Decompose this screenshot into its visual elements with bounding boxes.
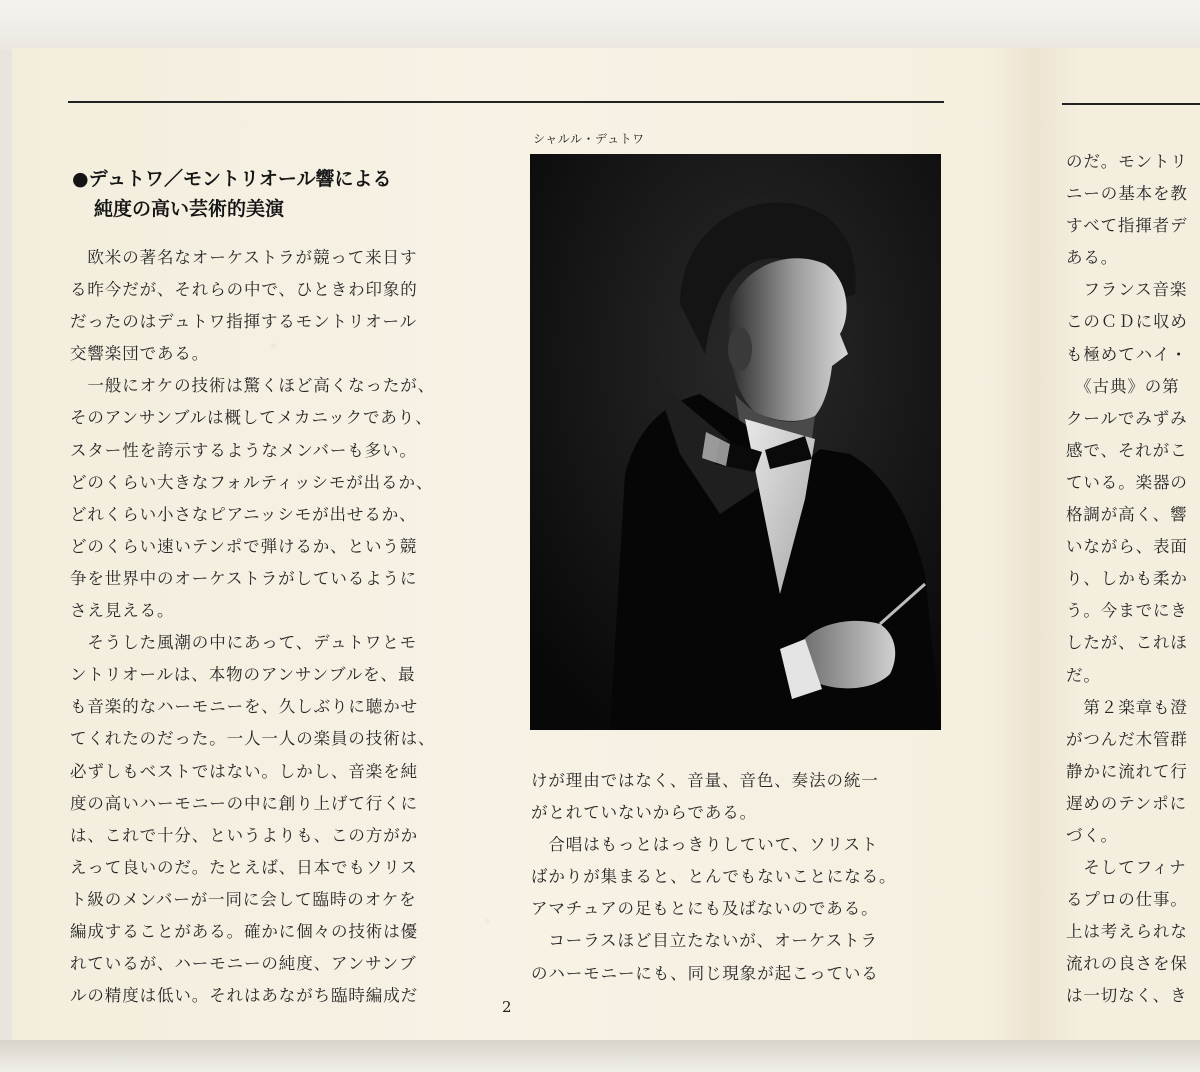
left-text-column bbox=[70, 242, 435, 1012]
text-line: り、しかも柔か bbox=[1066, 569, 1188, 589]
text-line: したが、これほ bbox=[1066, 633, 1188, 653]
text-line: いながら、表面 bbox=[1066, 537, 1188, 557]
text-line: 欧米の著名なオーケストラが競って来日す bbox=[70, 248, 418, 267]
text-line: どのくらい速いテンポで弾けるか、という競 bbox=[70, 536, 418, 556]
text-line: も音楽的なハーモニーを、久しぶりに聴かせ bbox=[70, 697, 418, 717]
text-line: だったのはデュトワ指揮するモントリオール bbox=[70, 312, 418, 332]
page-number: 2 bbox=[502, 998, 512, 1016]
text-line: ている。楽器の bbox=[1066, 472, 1188, 492]
text-line: 遅めのテンポに bbox=[1066, 793, 1187, 813]
text-line: 格調が高く、響 bbox=[1066, 505, 1188, 525]
text-line: 《古典》の第 bbox=[1066, 376, 1180, 396]
text-line: は一切なく、き bbox=[1066, 986, 1188, 1006]
right-text-column bbox=[1066, 146, 1188, 1013]
text-line: 編成することがある。確かに個々の技術は優 bbox=[70, 921, 418, 941]
text-line: がつんだ木管群 bbox=[1066, 729, 1188, 749]
text-line: も極めてハイ・ bbox=[1066, 344, 1188, 364]
text-line: コーラスほど目立たないが、オーケストラ bbox=[531, 931, 878, 951]
text-line: スター性を誇示するようなメンバーも多い。 bbox=[70, 440, 417, 460]
text-line: 上は考えられな bbox=[1066, 922, 1188, 942]
conductor-portrait-photo bbox=[530, 154, 941, 730]
text-line: づく。 bbox=[1066, 825, 1118, 845]
text-line: う。今までにき bbox=[1066, 601, 1188, 621]
text-line: 必ずしもベストではない。しかし、音楽を純 bbox=[70, 761, 418, 781]
top-rule-left bbox=[68, 101, 944, 103]
article-heading bbox=[72, 164, 391, 224]
text-line: る昨今だが、それらの中で、ひときわ印象的 bbox=[70, 280, 418, 300]
text-line: そしてフィナ bbox=[1066, 858, 1187, 878]
text-line: のだ。モントリ bbox=[1066, 152, 1188, 171]
text-line: ト級のメンバーが一同に会して臨時のオケを bbox=[70, 889, 417, 909]
text-line: 争を世界中のオーケストラがしているように bbox=[70, 568, 418, 588]
text-line: るプロの仕事。 bbox=[1066, 890, 1188, 910]
text-line: だ。 bbox=[1066, 665, 1101, 685]
text-line: 流れの良さを保 bbox=[1066, 954, 1188, 974]
text-line: 第２楽章も澄 bbox=[1066, 697, 1188, 717]
heading-line-2: 純度の高い芸術的美演 bbox=[94, 198, 285, 220]
scan-background-top bbox=[0, 0, 1200, 50]
text-line: すべて指揮者デ bbox=[1066, 216, 1188, 236]
text-line: このＣＤに収め bbox=[1066, 312, 1188, 332]
middle-text-column bbox=[531, 765, 896, 990]
photo-caption: シャルル・デュトワ bbox=[533, 132, 645, 146]
text-line: 度の高いハーモニーの中に創り上げて行くに bbox=[70, 793, 418, 813]
text-line: は、これで十分、というよりも、この方がか bbox=[70, 825, 418, 845]
text-line: アマチュアの足もとにも及ばないのである。 bbox=[531, 899, 879, 919]
text-line: フランス音楽 bbox=[1066, 280, 1188, 300]
text-line: 合唱はもっとはっきりしていて、ソリスト bbox=[531, 835, 879, 855]
text-line: てくれたのだった。一人一人の楽員の技術は、 bbox=[70, 729, 436, 749]
scan-shadow-bottom bbox=[0, 1040, 1200, 1072]
text-line: 感で、それがこ bbox=[1066, 440, 1188, 460]
text-line: そのアンサンブルは概してメカニックであり、 bbox=[70, 408, 433, 428]
portrait-illustration bbox=[530, 154, 941, 730]
text-line: 静かに流れて行 bbox=[1066, 761, 1188, 781]
text-line: ルの精度は低い。それはあながち臨時編成だ bbox=[70, 986, 418, 1006]
heading-line-1: ●デュトワ／モントリオール響による bbox=[72, 168, 392, 190]
text-line: ントリオールは、本物のアンサンブルを、最 bbox=[70, 665, 416, 685]
text-line: ニーの基本を教 bbox=[1066, 184, 1188, 204]
text-line: 一般にオケの技術は驚くほど高くなったが、 bbox=[70, 376, 436, 396]
text-line: えって良いのだ。たとえば、日本でもソリス bbox=[70, 857, 418, 877]
text-line: のハーモニーにも、同じ現象が起こっている bbox=[531, 963, 879, 983]
text-line: ある。 bbox=[1066, 248, 1119, 268]
text-line: れているが、ハーモニーの純度、アンサンブ bbox=[70, 954, 417, 974]
text-line: ばかりが集まると、とんでもないことになる。 bbox=[531, 867, 897, 887]
text-line: どれくらい小さなピアニッシモが出せるか、 bbox=[70, 504, 417, 524]
text-line: けが理由ではなく、音量、音色、奏法の統一 bbox=[531, 771, 879, 790]
text-line: さえ見える。 bbox=[70, 601, 175, 621]
text-line: 交響楽団である。 bbox=[70, 344, 210, 364]
text-line: がとれていないからである。 bbox=[531, 803, 758, 823]
text-line: そうした風潮の中にあって、デュトワとモ bbox=[70, 633, 418, 653]
top-rule-right bbox=[1062, 103, 1200, 105]
text-line: クールでみずみ bbox=[1066, 408, 1188, 428]
text-line: どのくらい大きなフォルティッシモが出るか、 bbox=[70, 472, 434, 492]
